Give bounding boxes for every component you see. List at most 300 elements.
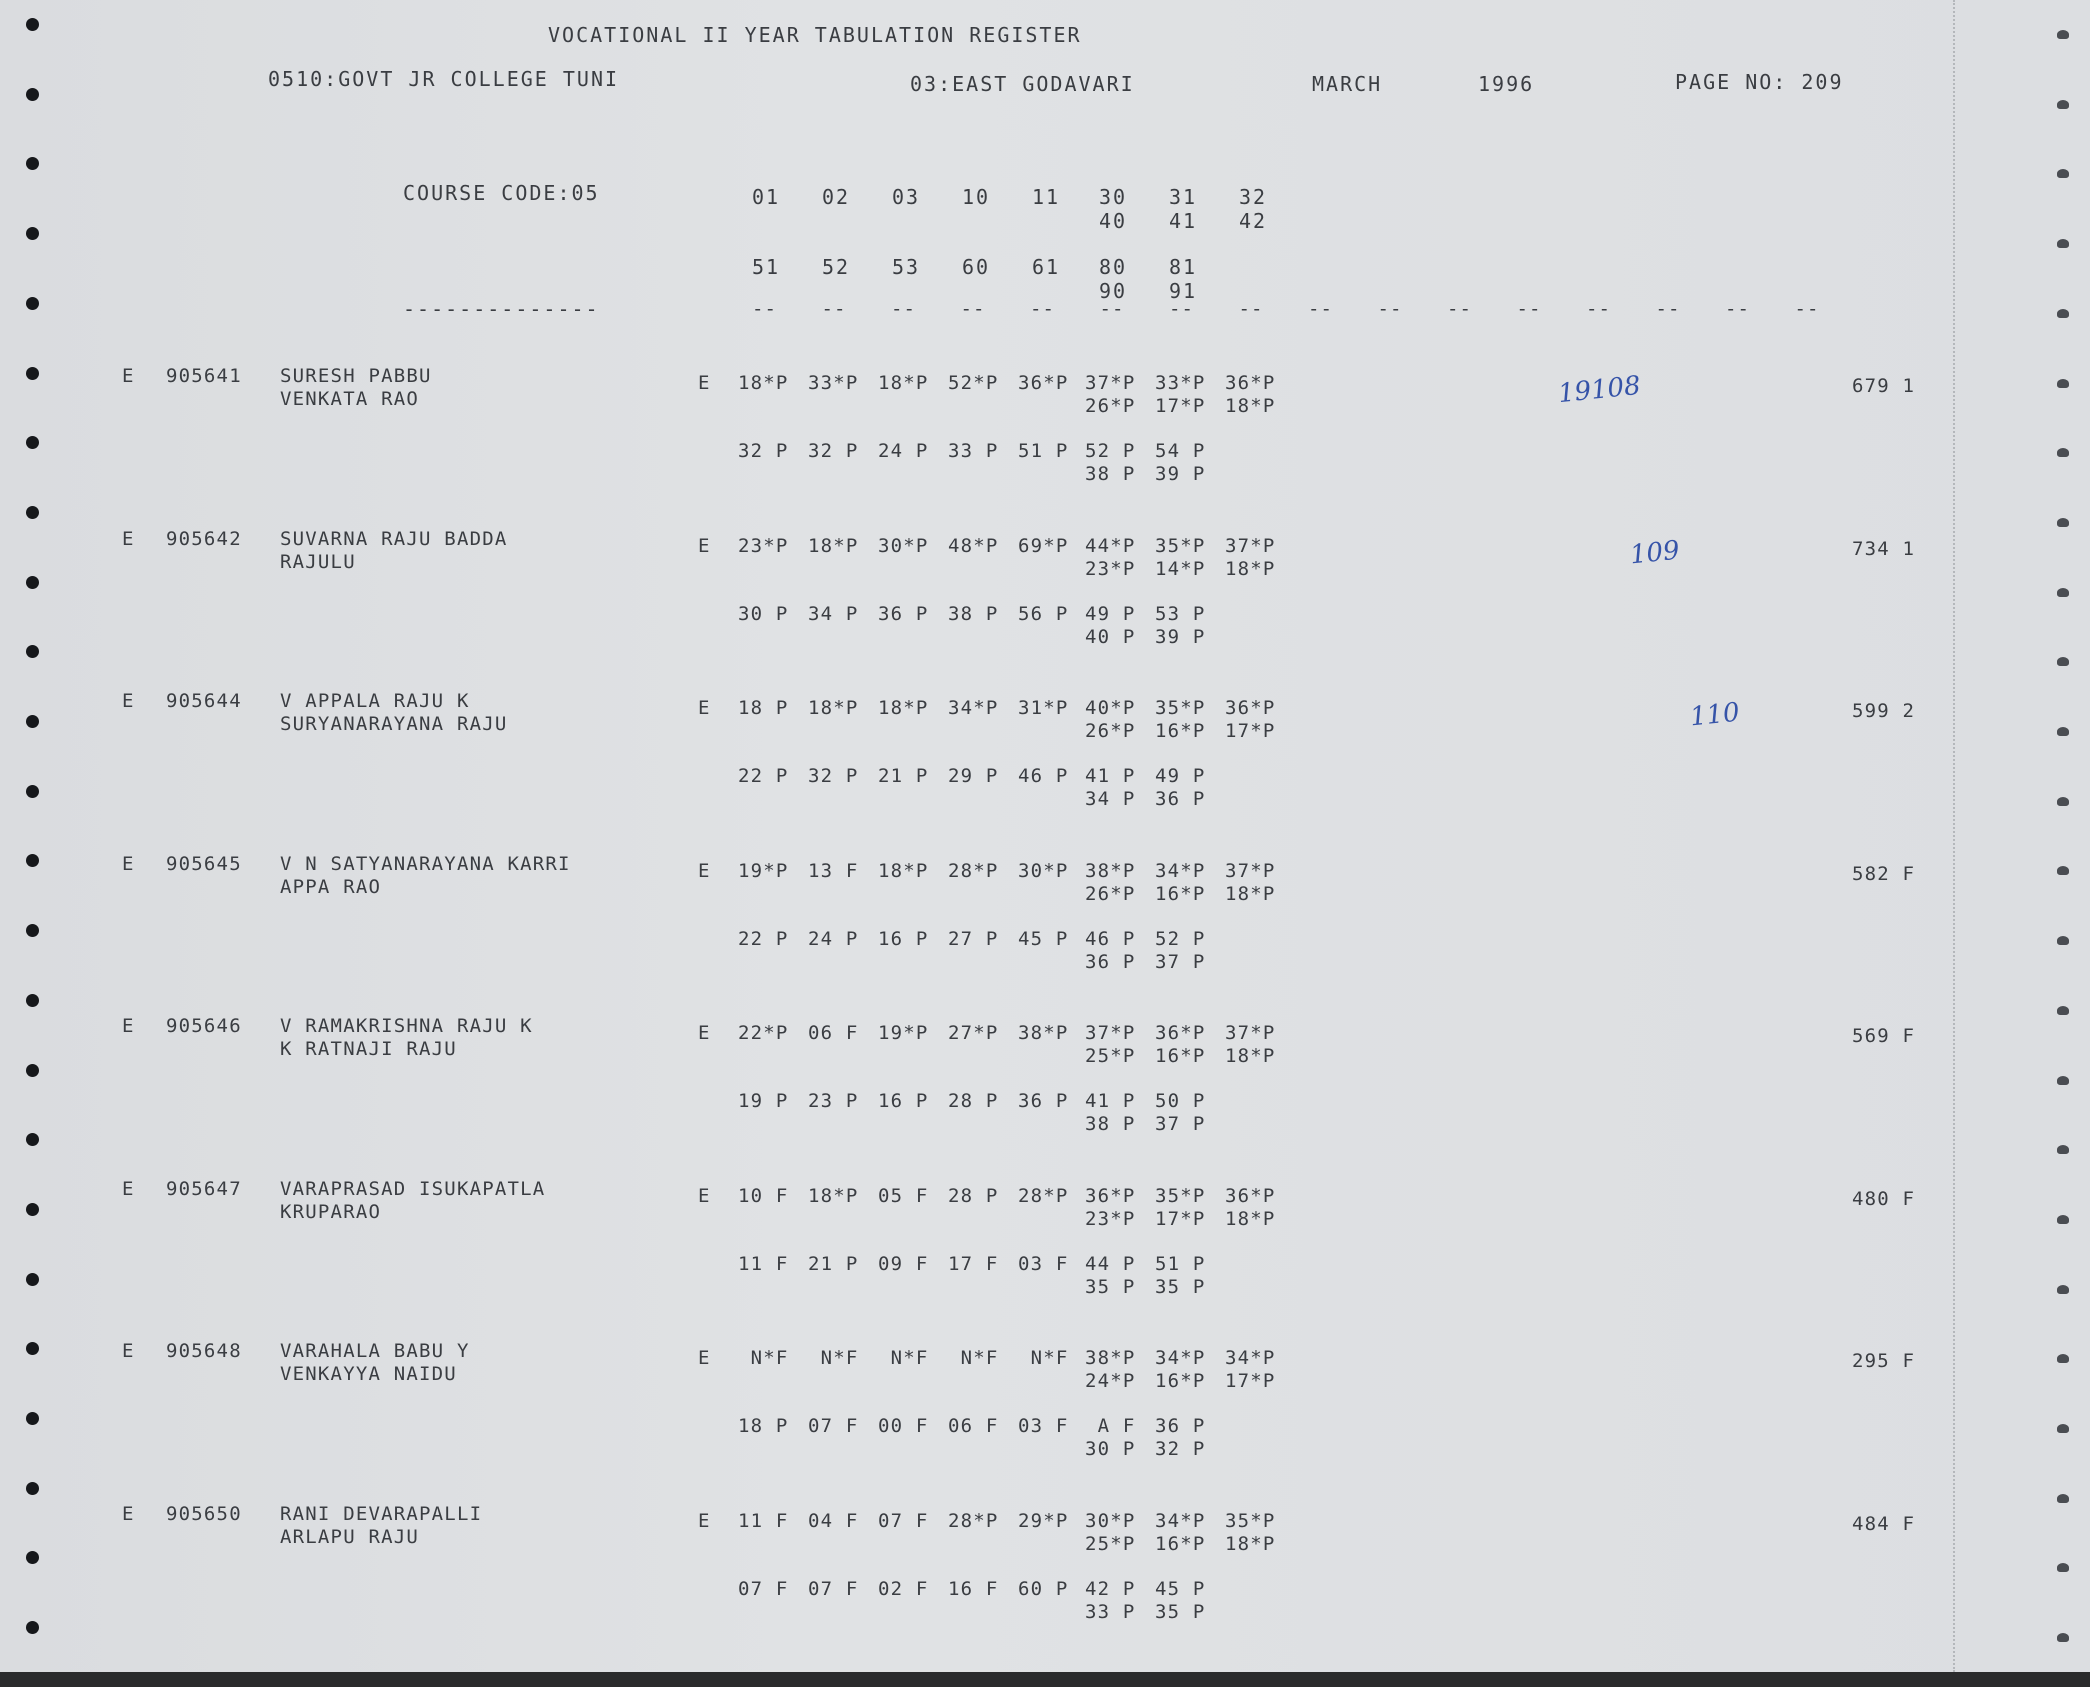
subject-mark: 10 F [738,1184,789,1207]
subject-mark: 18*P [1225,557,1276,580]
subject-mark: 52*P [948,372,999,394]
feed-hole [26,297,39,310]
subject-mark: 56 P [1018,602,1069,625]
status-mark: E [698,1347,711,1369]
candidate-name: V N SATYANARAYANA KARRI [280,852,571,875]
subject-mark: 36*P [1155,1022,1206,1044]
subject-mark: 39 P [1155,625,1206,648]
column-dash: -- [1238,298,1264,320]
record-flag: E [122,1502,135,1525]
subject-mark: 25*P [1085,1045,1136,1067]
feed-hole [26,1621,39,1634]
subject-mark: 38 P [948,602,999,625]
subject-mark: 34*P [948,697,999,719]
subject-mark: 32 P [808,765,859,787]
feed-hole [2057,1145,2069,1154]
subject-mark: 37*P [1085,372,1136,394]
subject-mark: 34*P [1225,1347,1276,1369]
subject-mark: 26*P [1085,720,1136,742]
subject-mark: 16 P [878,927,929,950]
subject-mark: 03 F [1018,1415,1069,1437]
subject-mark: 07 F [878,1509,929,1532]
subject-mark: 22 P [738,927,789,950]
subject-mark: 30*P [878,534,929,557]
subject-mark: 50 P [1155,1090,1206,1112]
total-and-result: 599 2 [1852,700,1916,722]
father-name: RAJULU [280,550,356,573]
subject-mark: 34 P [808,602,859,625]
hall-ticket-number: 905648 [166,1340,242,1362]
subject-mark: 11 F [738,1252,789,1275]
subject-mark: 38*P [1085,859,1136,882]
candidate-name: SUVARNA RAJU BADDA [280,527,508,550]
subject-mark: 38*P [1018,1022,1069,1044]
feed-hole [2057,588,2069,597]
subject-mark: 18*P [878,697,929,719]
feed-hole [2057,1633,2069,1642]
college-name: 0510:GOVT JR COLLEGE TUNI [268,67,620,91]
feed-hole [26,227,39,240]
hall-ticket-number: 905642 [166,527,242,550]
handwritten-note: 109 [1628,534,1682,571]
feed-hole [26,1133,39,1146]
subject-mark: 29*P [1018,1509,1069,1532]
subject-mark: 37 P [1155,1113,1206,1135]
feed-hole [26,715,39,728]
desk-edge [0,1672,2090,1687]
record-flag: E [122,527,135,550]
subject-mark: 17*P [1225,720,1276,742]
feed-hole [2057,1006,2069,1015]
subject-mark: N*F [1018,1347,1069,1369]
subject-code: 60 [962,255,991,279]
feed-hole [2057,1285,2069,1294]
subject-mark: 40*P [1085,697,1136,719]
feed-hole [2057,30,2069,39]
subject-mark: 33 P [1085,1600,1136,1623]
feed-hole [2057,1354,2069,1363]
feed-hole [26,1412,39,1425]
feed-hole [2057,866,2069,875]
subject-mark: 34*P [1155,859,1206,882]
subject-mark: 18 P [738,697,789,719]
subject-mark: A F [1085,1415,1136,1437]
subject-mark: 46 P [1085,927,1136,950]
exam-year: 1996 [1478,72,1535,96]
feed-hole [2057,657,2069,666]
record-flag: E [122,852,135,875]
column-dash: -- [891,298,916,320]
subject-mark: 26*P [1085,882,1136,905]
subject-mark: 38 P [1085,463,1136,485]
subject-mark: 35 P [1155,1275,1206,1298]
subject-mark: 33*P [808,372,859,394]
feed-hole [2057,797,2069,806]
subject-code: 90 [1099,279,1128,303]
status-mark: E [698,1184,711,1207]
subject-mark: 18 P [738,1415,789,1437]
subject-mark: 35 P [1085,1275,1136,1298]
subject-mark: 33 P [948,440,999,462]
subject-mark: 18*P [1225,395,1276,417]
subject-mark: 24 P [878,440,929,462]
feed-hole [2057,1424,2069,1433]
feed-hole [2057,309,2069,318]
candidate-name: VARAHALA BABU Y [280,1340,470,1362]
subject-mark: 18*P [878,372,929,394]
hall-ticket-number: 905650 [166,1502,242,1525]
subject-code: 30 [1099,185,1128,209]
subject-mark: 37*P [1225,1022,1276,1044]
record-flag: E [122,1015,135,1037]
candidate-name: V APPALA RAJU K [280,690,470,712]
feed-hole [26,367,39,380]
subject-mark: 35 P [1155,1600,1206,1623]
subject-mark: 18*P [1225,882,1276,905]
subject-mark: 52 P [1155,927,1206,950]
father-name: ARLAPU RAJU [280,1525,420,1548]
subject-code: 80 [1099,255,1128,279]
subject-mark: 36*P [1225,697,1276,719]
subject-mark: 18*P [1225,1045,1276,1067]
subject-mark: 27*P [948,1022,999,1044]
column-dash: -- [1794,298,1820,320]
subject-mark: 28 P [948,1184,999,1207]
hall-ticket-number: 905647 [166,1177,242,1200]
subject-mark: 54 P [1155,440,1206,462]
subject-mark: 13 F [808,859,859,882]
status-mark: E [698,1509,711,1532]
feed-hole [26,924,39,937]
subject-mark: 17*P [1155,1207,1206,1230]
subject-mark: 41 P [1085,765,1136,787]
total-and-result: 480 F [1852,1187,1916,1210]
feed-hole [2057,936,2069,945]
feed-hole [26,785,39,798]
subject-mark: 16*P [1155,720,1206,742]
total-and-result: 484 F [1852,1512,1916,1535]
subject-mark: 36 P [1155,788,1206,810]
subject-mark: 44*P [1085,534,1136,557]
subject-mark: 17*P [1155,395,1206,417]
subject-code: 91 [1169,279,1198,303]
subject-mark: 41 P [1085,1090,1136,1112]
subject-mark: 28*P [948,1509,999,1532]
subject-mark: 30*P [1085,1509,1136,1532]
subject-mark: 29 P [948,765,999,787]
subject-mark: 60 P [1018,1577,1069,1600]
feed-hole [2057,169,2069,178]
handwritten-note: 19108 [1556,370,1643,410]
exam-month: MARCH [1312,72,1383,96]
subject-mark: 34*P [1155,1347,1206,1369]
subject-mark: 06 F [948,1415,999,1437]
column-dash: -- [1169,298,1194,320]
subject-code: 52 [822,255,851,279]
feed-hole [2057,1563,2069,1572]
feed-hole [26,506,39,519]
district-name: 03:EAST GODAVARI [910,72,1135,96]
subject-mark: 21 P [878,765,929,787]
status-mark: E [698,1022,711,1044]
subject-code: 01 [752,185,781,209]
column-dash: -- [821,298,847,320]
father-name: VENKATA RAO [280,388,420,410]
subject-mark: 31*P [1018,697,1069,719]
subject-mark: 17*P [1225,1370,1276,1392]
subject-mark: N*F [808,1347,859,1369]
feed-hole [26,576,39,589]
subject-mark: 21 P [808,1252,859,1275]
total-and-result: 679 1 [1852,375,1916,397]
feed-hole [26,854,39,867]
feed-hole [2057,239,2069,248]
feed-hole [2057,518,2069,527]
subject-mark: 52 P [1085,440,1136,462]
subject-code: 31 [1169,185,1198,209]
feed-hole [26,1064,39,1077]
subject-mark: 35*P [1225,1509,1276,1532]
subject-mark: N*F [878,1347,929,1369]
subject-mark: 05 F [878,1184,929,1207]
subject-mark: 16 P [878,1090,929,1112]
subject-mark: 24 P [808,927,859,950]
subject-mark: 28*P [1018,1184,1069,1207]
status-mark: E [698,697,711,719]
subject-mark: 33*P [1155,372,1206,394]
subject-code: 41 [1169,209,1198,233]
status-mark: E [698,372,711,394]
subject-mark: 22 P [738,765,789,787]
subject-mark: 49 P [1085,602,1136,625]
candidate-name: VARAPRASAD ISUKAPATLA [280,1177,546,1200]
subject-mark: 30 P [738,602,789,625]
father-name: APPA RAO [280,875,382,898]
feed-hole [2057,727,2069,736]
course-code-label: COURSE CODE:05 [403,181,600,205]
status-mark: E [698,534,711,557]
subject-mark: 32 P [1155,1438,1206,1460]
perforation-line [1953,0,1955,1672]
subject-mark: 07 F [808,1577,859,1600]
feed-hole [26,1273,39,1286]
subject-mark: 45 P [1018,927,1069,950]
record-flag: E [122,1177,135,1200]
subject-mark: 16*P [1155,882,1206,905]
subject-mark: 23*P [1085,557,1136,580]
subject-mark: 23*P [1085,1207,1136,1230]
subject-mark: 30 P [1085,1438,1136,1460]
feed-hole [26,436,39,449]
record-flag: E [122,365,135,387]
feed-hole [2057,448,2069,457]
subject-mark: 37*P [1225,534,1276,557]
feed-hole [26,1342,39,1355]
subject-mark: 51 P [1155,1252,1206,1275]
subject-mark: 26*P [1085,395,1136,417]
subject-mark: 18*P [878,859,929,882]
subject-mark: 42 P [1085,1577,1136,1600]
subject-mark: N*F [948,1347,999,1369]
subject-mark: 25*P [1085,1532,1136,1555]
subject-mark: 35*P [1155,1184,1206,1207]
feed-hole [26,88,39,101]
subject-mark: 46 P [1018,765,1069,787]
father-name: KRUPARAO [280,1200,382,1223]
subject-mark: 18*P [808,1184,859,1207]
feed-hole [2057,100,2069,109]
subject-mark: 39 P [1155,463,1206,485]
subject-mark: 23 P [808,1090,859,1112]
register-title: VOCATIONAL II YEAR TABULATION REGISTER [548,23,1082,47]
subject-code: 11 [1032,185,1061,209]
subject-mark: 35*P [1155,534,1206,557]
candidate-name: SURESH PABBU [280,365,432,387]
subject-mark: 51 P [1018,440,1069,462]
page-number: PAGE NO: 209 [1675,70,1844,94]
hall-ticket-number: 905644 [166,690,242,712]
subject-mark: 37 P [1155,950,1206,973]
subject-mark: 38*P [1085,1347,1136,1369]
subject-code: 61 [1032,255,1061,279]
column-dash: -- [1725,298,1750,320]
handwritten-note: 110 [1688,697,1742,733]
column-dash: -- [1516,298,1542,320]
subject-mark: 23*P [738,534,789,557]
subject-mark: 11 F [738,1509,789,1532]
feed-hole [2057,379,2069,388]
subject-mark: 32 P [808,440,859,462]
subject-mark: 49 P [1155,765,1206,787]
subject-mark: 37*P [1085,1022,1136,1044]
feed-hole [26,994,39,1007]
subject-mark: 45 P [1155,1577,1206,1600]
subject-mark: 17 F [948,1252,999,1275]
subject-mark: 18*P [808,534,859,557]
subject-code: 51 [752,255,781,279]
total-and-result: 582 F [1852,862,1916,885]
subject-mark: 03 F [1018,1252,1069,1275]
subject-mark: 18*P [808,697,859,719]
subject-mark: 16*P [1155,1370,1206,1392]
candidate-name: RANI DEVARAPALLI [280,1502,483,1525]
subject-mark: 06 F [808,1022,859,1044]
feed-hole [26,18,39,31]
total-and-result: 569 F [1852,1025,1916,1047]
feed-hole [26,645,39,658]
column-dash: -- [1030,298,1055,320]
subject-mark: 19*P [878,1022,929,1044]
feed-hole [26,1482,39,1495]
subject-mark: 16*P [1155,1045,1206,1067]
subject-mark: 07 F [808,1415,859,1437]
subject-mark: 16*P [1155,1532,1206,1555]
subject-mark: 48*P [948,534,999,557]
column-dash: -- [1655,298,1681,320]
subject-mark: 28*P [948,859,999,882]
subject-mark: 18*P [1225,1532,1276,1555]
feed-hole [26,1203,39,1216]
subject-mark: 36*P [1018,372,1069,394]
status-mark: E [698,859,711,882]
subject-mark: 35*P [1155,697,1206,719]
record-flag: E [122,690,135,712]
subject-code: 42 [1239,209,1268,233]
subject-mark: 19*P [738,859,789,882]
subject-mark: 22*P [738,1022,789,1044]
subject-mark: 36*P [1225,1184,1276,1207]
subject-mark: 36 P [1018,1090,1069,1112]
subject-mark: 30*P [1018,859,1069,882]
subject-mark: 18*P [1225,1207,1276,1230]
column-dash: -- [752,298,777,320]
total-and-result: 734 1 [1852,537,1916,560]
subject-mark: 02 F [878,1577,929,1600]
subject-mark: 38 P [1085,1113,1136,1135]
total-and-result: 295 F [1852,1350,1916,1372]
feed-hole [2057,1076,2069,1085]
subject-mark: 53 P [1155,602,1206,625]
subject-mark: 32 P [738,440,789,462]
subject-code: 81 [1169,255,1198,279]
subject-mark: 34 P [1085,788,1136,810]
subject-mark: 44 P [1085,1252,1136,1275]
subject-mark: 36 P [1085,950,1136,973]
column-dash: -- [1447,298,1472,320]
subject-mark: 36 P [878,602,929,625]
subject-mark: 09 F [878,1252,929,1275]
column-dash: -- [960,298,986,320]
subject-mark: 36*P [1225,372,1276,394]
father-name: K RATNAJI RAJU [280,1038,457,1060]
column-dash: -- [1377,298,1403,320]
record-flag: E [122,1340,135,1362]
subject-mark: 34*P [1155,1509,1206,1532]
subject-mark: 07 F [738,1577,789,1600]
subject-mark: 16 F [948,1577,999,1600]
subject-code: 53 [892,255,921,279]
candidate-name: V RAMAKRISHNA RAJU K [280,1015,533,1037]
subject-mark: 00 F [878,1415,929,1437]
subject-mark: 28 P [948,1090,999,1112]
feed-hole [26,157,39,170]
column-dash: -- [1586,298,1611,320]
subject-code: 10 [962,185,991,209]
father-name: VENKAYYA NAIDU [280,1363,457,1385]
course-code-underline: -------------- [403,297,600,321]
subject-mark: 14*P [1155,557,1206,580]
column-dash: -- [1308,298,1333,320]
feed-hole [26,1551,39,1564]
subject-mark: 27 P [948,927,999,950]
hall-ticket-number: 905646 [166,1015,242,1037]
subject-mark: 40 P [1085,625,1136,648]
subject-mark: 04 F [808,1509,859,1532]
father-name: SURYANARAYANA RAJU [280,713,508,735]
column-dash: -- [1099,298,1125,320]
subject-mark: 69*P [1018,534,1069,557]
feed-hole [2057,1494,2069,1503]
hall-ticket-number: 905641 [166,365,242,387]
subject-mark: 36*P [1085,1184,1136,1207]
subject-code: 40 [1099,209,1128,233]
subject-mark: 24*P [1085,1370,1136,1392]
subject-mark: N*F [738,1347,789,1369]
subject-mark: 36 P [1155,1415,1206,1437]
subject-code: 03 [892,185,921,209]
subject-code: 32 [1239,185,1268,209]
feed-hole [2057,1215,2069,1224]
